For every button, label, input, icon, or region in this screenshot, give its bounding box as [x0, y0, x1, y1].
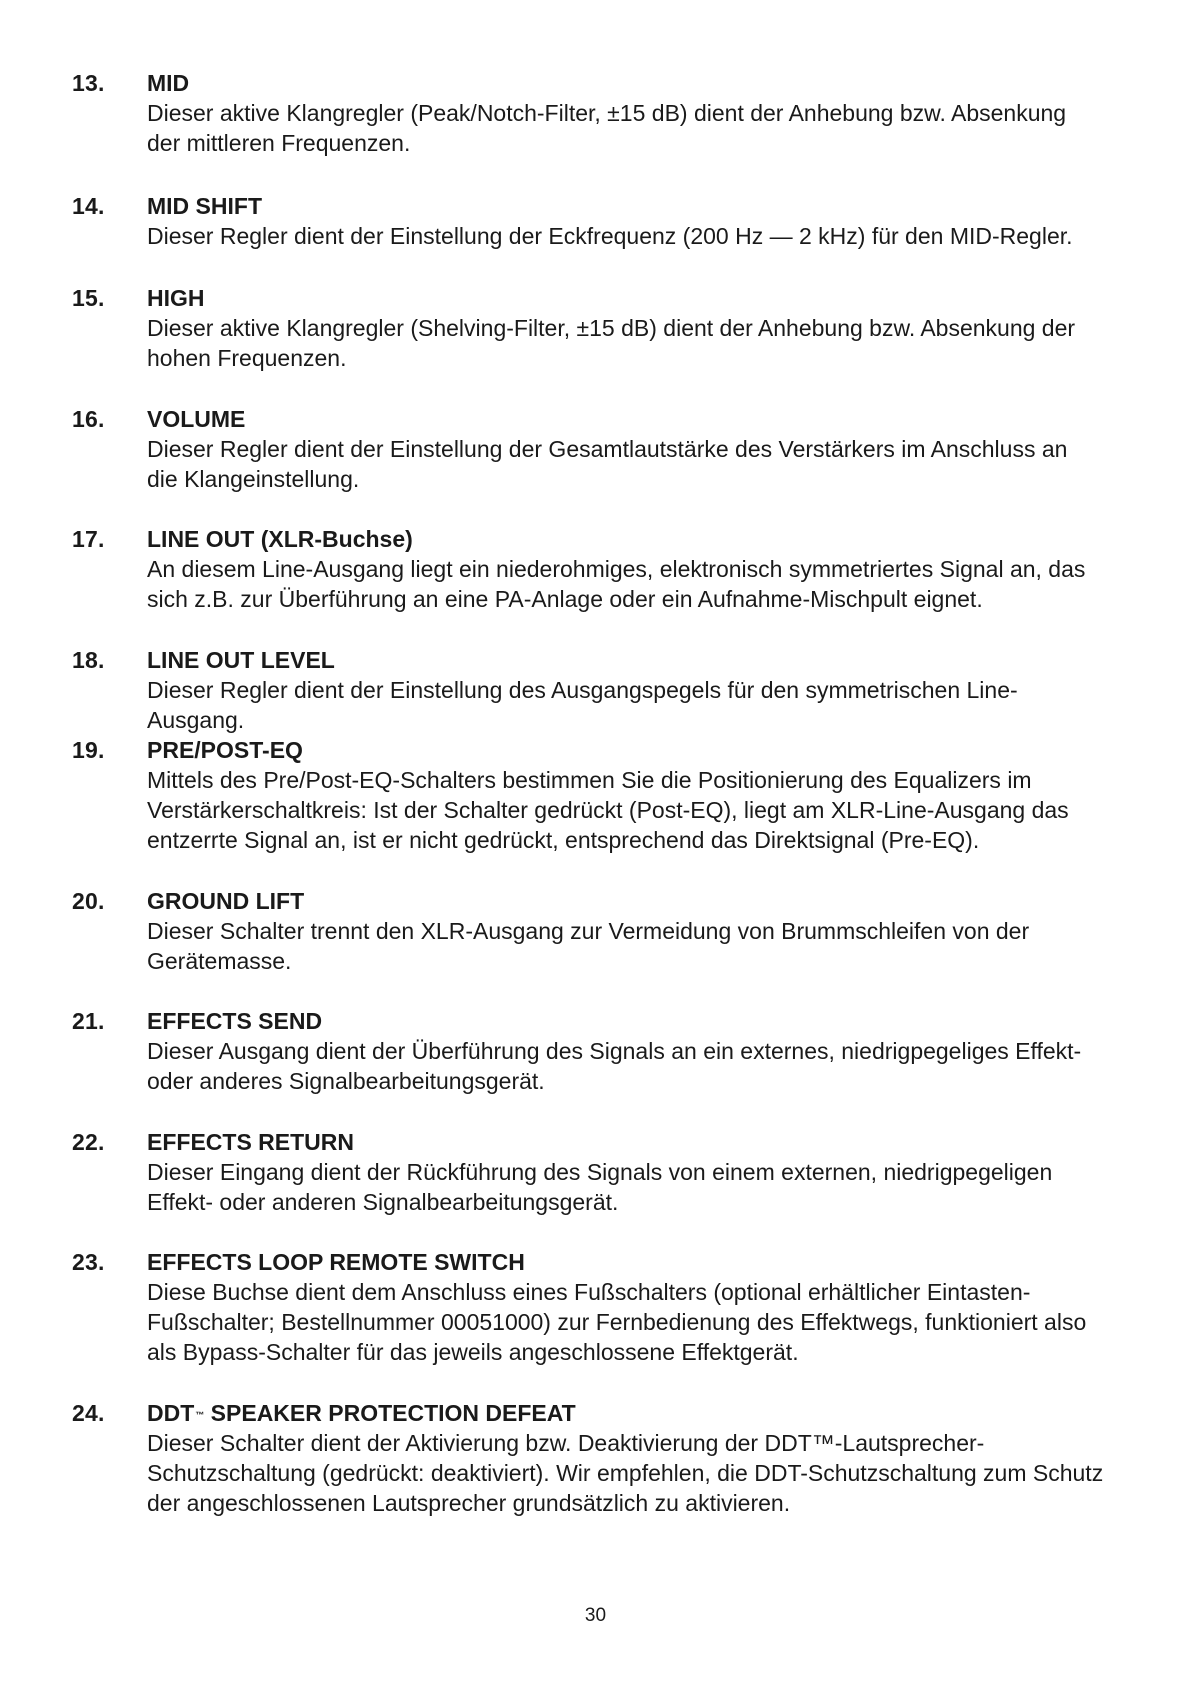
entry-title: HIGH: [147, 285, 205, 311]
entry-title: EFFECTS LOOP REMOTE SWITCH: [147, 1249, 525, 1275]
entry-line: als Bypass-Schalter für das jeweils angeschlossene Effektgerät.: [147, 1339, 799, 1365]
entry-content: [147, 524, 1167, 614]
entry-number: 19.: [72, 737, 105, 763]
entry-title-rest: SPEAKER PROTECTION DEFEAT: [204, 1400, 576, 1426]
entry-content: [147, 1127, 1167, 1217]
entry-title: [147, 1398, 1167, 1428]
entry-content: [147, 68, 1167, 158]
entry-title: GROUND LIFT: [147, 888, 305, 914]
entry-number: 20.: [72, 888, 105, 914]
entry-number: 23.: [72, 1249, 105, 1275]
entry-line: sich z.B. zur Überführung an eine PA-Anlage oder ein Aufnahme-Mischpult eignet.: [147, 586, 983, 612]
entry-line: Dieser Ausgang dient der Überführung des Signals an ein externes, niedrigpegeliges Effekt-: [147, 1038, 1082, 1064]
entry-line: der angeschlossenen Lautsprecher grundsätzlich zu aktivieren.: [147, 1490, 791, 1516]
entry-line: die Klangeinstellung.: [147, 466, 360, 492]
trademark-sup: ™: [195, 1410, 205, 1420]
entry-title: MID: [147, 70, 190, 96]
entry-number: 15.: [72, 285, 105, 311]
entry-number: 14.: [72, 193, 105, 219]
entry-line: Fußschalter; Bestellnummer 00051000) zur Fernbedienung des Effektwegs, funktioniert also: [147, 1309, 1087, 1335]
entry-number: 22.: [72, 1129, 105, 1155]
entry-line: Effekt- oder anderen Signalbearbeitungsgerät.: [147, 1189, 619, 1215]
entry-content: [147, 191, 1167, 251]
entry-content: [147, 1398, 1167, 1518]
entry-line: Diese Buchse dient dem Anschluss eines Fußschalters (optional erhältlicher Eintasten-: [147, 1279, 1031, 1305]
entry-line: Dieser Regler dient der Einstellung des Ausgangspegels für den symmetrischen Line-: [147, 677, 1018, 703]
entry-line: Dieser Regler dient der Einstellung der Eckfrequenz (200 Hz — 2 kHz) für den MID-Regler.: [147, 223, 1073, 249]
entry-title: PRE/POST-EQ: [147, 737, 303, 763]
entry-line: Mittels des Pre/Post-EQ-Schalters bestimmen Sie die Positionierung des Equalizers im: [147, 767, 1032, 793]
entry-line: Ausgang.: [147, 707, 245, 733]
entry-line: Dieser aktive Klangregler (Shelving-Filter, ±15 dB) dient der Anhebung bzw. Absenkung der: [147, 315, 1076, 341]
entry-line: hohen Frequenzen.: [147, 345, 347, 371]
page-number: 30: [584, 1605, 607, 1626]
entry-content: [147, 1006, 1167, 1096]
entry-content: [147, 735, 1167, 855]
entry-line: Dieser Regler dient der Einstellung der Gesamtlautstärke des Verstärkers im Anschluss an: [147, 436, 1068, 462]
entry-line: der mittleren Frequenzen.: [147, 130, 411, 156]
entry-line: An diesem Line-Ausgang liegt ein niederohmiges, elektronisch symmetriertes Signal an, das: [147, 556, 1086, 582]
entry-number: 17.: [72, 526, 105, 552]
entry-title: LINE OUT LEVEL: [147, 647, 335, 673]
entry-title: LINE OUT (XLR-Buchse): [147, 526, 413, 552]
entry-title: EFFECTS SEND: [147, 1008, 323, 1034]
entry-line: Gerätemasse.: [147, 948, 292, 974]
entry-number: 21.: [72, 1008, 105, 1034]
entry-line: oder anderes Signalbearbeitungsgerät.: [147, 1068, 545, 1094]
entry-number: 16.: [72, 406, 105, 432]
entry-line: Dieser Schalter dient der Aktivierung bzw. Deaktivierung der DDT™-Lautsprecher-: [147, 1430, 985, 1456]
entry-line: Dieser aktive Klangregler (Peak/Notch-Filter, ±15 dB) dient der Anhebung bzw. Absenkung: [147, 100, 1067, 126]
entry-content: [147, 283, 1167, 373]
entry-line: Dieser Eingang dient der Rückführung des Signals von einem externen, niedrigpegeligen: [147, 1159, 1053, 1185]
entry-content: [147, 886, 1167, 976]
entry-title: MID SHIFT: [147, 193, 262, 219]
entry-content: [147, 1247, 1167, 1367]
entry-title: VOLUME: [147, 406, 246, 432]
entry-content: [147, 404, 1167, 494]
entry-title-main: DDT: [147, 1400, 195, 1426]
entry-line: Dieser Schalter trennt den XLR-Ausgang zur Vermeidung von Brummschleifen von der: [147, 918, 1030, 944]
entry-line: entzerrte Signal an, ist er nicht gedrückt, entsprechend das Direktsignal (Pre-EQ).: [147, 827, 980, 853]
entry-title: EFFECTS RETURN: [147, 1129, 354, 1155]
entry-number: 13.: [72, 70, 105, 96]
entry-content: [147, 645, 1167, 735]
entry-line: Schutzschaltung (gedrückt: deaktiviert). Wir empfehlen, die DDT-Schutzschaltung zum Schutz: [147, 1460, 1104, 1486]
entry-number: 18.: [72, 647, 105, 673]
entry-line: Verstärkerschaltkreis: Ist der Schalter gedrückt (Post-EQ), liegt am XLR-Line-Ausgang das: [147, 797, 1069, 823]
entry-number: 24.: [72, 1400, 105, 1426]
